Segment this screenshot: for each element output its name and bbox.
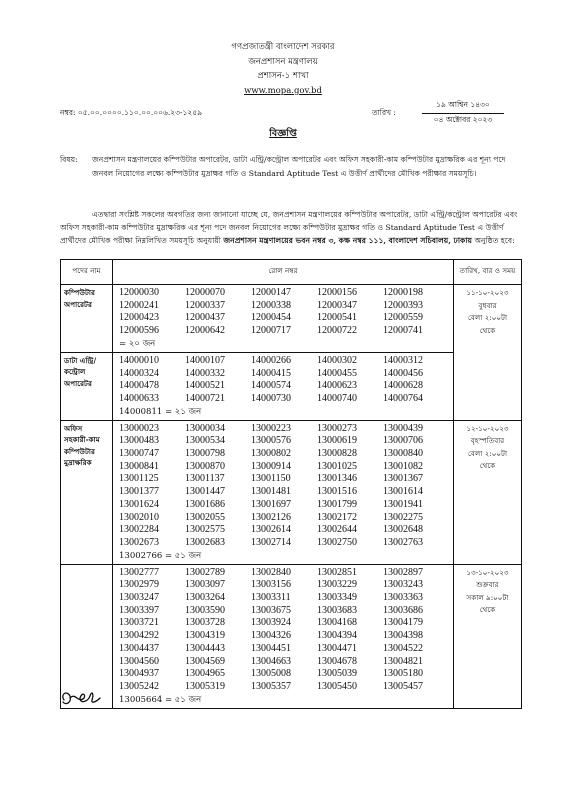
roll-row: [119, 499, 449, 512]
roll-number: 13004326: [251, 630, 291, 642]
schedule-time: বেলা ২:০০টা: [467, 448, 508, 458]
post-name: ডাটা এন্ট্রি/কন্ট্রোল অপারেটর: [61, 352, 113, 420]
roll-row: [119, 473, 449, 486]
schedule-group-row: [61, 420, 522, 564]
schedule-day: বুধবার: [478, 300, 497, 310]
roll-number: 12000596: [119, 325, 159, 337]
roll-number: 13000273: [317, 422, 357, 434]
roll-number: 13002648: [383, 524, 423, 536]
roll-number: 14000740: [317, 392, 357, 404]
roll-row: [119, 537, 449, 550]
roll-number: 14000107: [185, 354, 225, 366]
roll-number: 13003247: [119, 592, 159, 604]
schedule-d: ১৩-১০-২০২৩: [466, 567, 509, 577]
header-roll: রোল নম্বর: [113, 260, 454, 285]
govt-name: গণপ্রজাতন্ত্রী বাংলাদেশ সরকার: [231, 42, 335, 52]
roll-number: 13005319: [185, 680, 225, 692]
roll-number: 13004394: [317, 630, 357, 642]
body-tail: অনুষ্ঠিত হবে:: [472, 236, 515, 246]
roll-number: 13002575: [185, 524, 225, 536]
roll-number: 14000721: [185, 392, 225, 404]
roll-row: [119, 325, 449, 338]
roll-number: 12000337: [185, 299, 225, 311]
roll-number: 13001447: [185, 486, 225, 498]
subject-text: জনপ্রশাসন মন্ত্রণালয়ের কম্পিউটার অপারেটর, ডাটা এন্ট্রি/কন্ট্রোল অপারেটর এবং অফিস সহকারী-কাম কম্পিউটার মুদ্রাক্ষরিক এর শূন্য পদে জনবল নিয়োগের লক্ষ্যে কম্পিউটার মুদ্রাক্ষর গতি ও Standard Aptitude Test এ উত্তীর্ণ প্রার্থীদের মৌখিক পরীক্ষার সময়সূচি।: [92, 155, 506, 178]
roll-number: 13002897: [383, 566, 423, 578]
roll-number: 13003097: [185, 579, 225, 591]
roll-number: 12000437: [185, 312, 225, 324]
roll-number: 13001150: [251, 473, 291, 485]
roll-number: 13000828: [317, 448, 357, 460]
roll-number: 13003229: [317, 579, 357, 591]
roll-row: [119, 656, 449, 669]
roll-number: 12000030: [119, 287, 159, 298]
roll-number: 13003311: [251, 592, 291, 604]
roll-row: [119, 461, 449, 474]
schedule-date: [454, 285, 522, 421]
schedule-day: বৃহস্পতিবার: [470, 436, 505, 446]
roll-number: 13001624: [119, 498, 159, 510]
subject-label: বিষয়:: [60, 155, 78, 164]
roll-number: 13004569: [185, 655, 225, 667]
roll-number: 13001941: [383, 498, 423, 510]
roll-number: 14000332: [185, 367, 225, 379]
roll-number: 12000147: [251, 287, 291, 298]
roll-number: 13004443: [185, 642, 225, 654]
roll-number: 13003675: [251, 604, 291, 616]
roll-number: 13001082: [383, 460, 423, 472]
letterhead: [0, 40, 566, 98]
signature-icon: [58, 686, 108, 716]
roll-number: 13001481: [251, 486, 291, 498]
group-total: 13005664 = ৫১ জন: [119, 694, 202, 705]
roll-number: 12000454: [251, 312, 291, 324]
roll-row: [119, 380, 449, 393]
roll-number: 13000870: [185, 460, 225, 472]
roll-number: 13002683: [185, 536, 225, 548]
roll-row: [119, 605, 449, 618]
roll-number: 13005450: [317, 680, 357, 692]
roll-number: 14000623: [317, 380, 357, 392]
memo-number: নম্বর: ০৫.০০.০০০০.১১০.০০.০০৬.২৩-১২৫৯: [60, 108, 202, 117]
roll-number: 13001025: [317, 460, 357, 472]
subject: [60, 153, 520, 180]
roll-number: 13003721: [119, 617, 159, 629]
post-name: কম্পিউটার অপারেটর: [61, 285, 113, 353]
roll-number: 13004522: [383, 642, 423, 654]
roll-number: 13000798: [185, 448, 225, 460]
roll-numbers: [113, 564, 454, 708]
schedule-date: [454, 564, 522, 708]
roll-number: 13005008: [251, 668, 291, 680]
roll-number: 12000541: [317, 312, 357, 324]
roll-number: 12000338: [251, 299, 291, 311]
roll-number: 12000198: [383, 287, 423, 298]
roll-number: 13001367: [383, 473, 423, 485]
roll-row: [119, 287, 449, 300]
group-total: 14000811 = ২১ জন: [119, 406, 202, 417]
roll-number: 12000241: [119, 299, 159, 311]
roll-number: 13000706: [383, 435, 423, 447]
roll-number: 13003363: [383, 592, 423, 604]
roll-number: 13003397: [119, 604, 159, 616]
roll-number: 14000266: [251, 354, 291, 366]
roll-row: [119, 630, 449, 643]
group-total: 13002766 = ৫১ জন: [119, 550, 202, 561]
roll-number: 13004560: [119, 655, 159, 667]
roll-number: 12000722: [317, 325, 357, 337]
header-date: তারিখ, বার ও সময়: [454, 260, 522, 285]
roll-number: 13001697: [251, 498, 291, 510]
roll-number: 13001516: [317, 486, 357, 498]
table-header-row: [61, 260, 522, 285]
roll-number: 13000534: [185, 435, 225, 447]
roll-number: 13005457: [383, 680, 423, 692]
roll-number: 13004319: [185, 630, 225, 642]
roll-number: 13004168: [317, 617, 357, 629]
roll-row: [119, 643, 449, 656]
roll-number: 13000023: [119, 422, 159, 434]
roll-number: 13000802: [251, 448, 291, 460]
schedule-d: ১১-১০-২০২৩: [466, 288, 509, 297]
roll-number: 12000423: [119, 312, 159, 324]
roll-number: 13002851: [317, 566, 357, 578]
roll-row: [119, 524, 449, 537]
roll-number: 12000156: [317, 287, 357, 298]
roll-number: 13002714: [251, 536, 291, 548]
roll-number: 14000521: [185, 380, 225, 392]
roll-number: 13002055: [185, 511, 225, 523]
roll-number: 14000764: [383, 392, 423, 404]
schedule-from: থেকে: [479, 605, 496, 615]
roll-number: 13000619: [317, 435, 357, 447]
roll-number: 14000415: [251, 367, 291, 379]
roll-number: 12000347: [317, 299, 357, 311]
roll-number: 14000455: [317, 367, 357, 379]
roll-number: 14000478: [119, 380, 159, 392]
roll-number: 14000312: [383, 354, 423, 366]
roll-number: 12000559: [383, 312, 423, 324]
post-name: অফিস সহকারী-কাম কম্পিউটার মুদ্রাক্ষরিক: [61, 420, 113, 564]
roll-number: 13002172: [317, 511, 357, 523]
roll-number: 12000070: [185, 287, 225, 298]
roll-number: 13002644: [317, 524, 357, 536]
roll-row: [119, 567, 449, 580]
schedule-group-row: [61, 285, 522, 353]
roll-numbers: [113, 285, 454, 353]
roll-row: [119, 448, 449, 461]
notice-body: [60, 208, 520, 248]
roll-number: 13000841: [119, 460, 159, 472]
roll-row: [119, 435, 449, 448]
roll-number: 13004663: [251, 655, 291, 667]
roll-row: [119, 486, 449, 499]
roll-number: 13002789: [185, 566, 225, 578]
roll-number: 13004437: [119, 642, 159, 654]
roll-number: 13003728: [185, 617, 225, 629]
roll-number: 13005180: [383, 668, 423, 680]
roll-number: 14000302: [317, 354, 357, 366]
roll-number: 13001137: [185, 473, 225, 485]
roll-number: 13004965: [185, 668, 225, 680]
roll-number: 14000324: [119, 367, 159, 379]
group-total: = ২০ জন: [119, 338, 156, 349]
roll-number: 14000010: [119, 354, 159, 366]
schedule-day: শুক্রবার: [476, 580, 499, 590]
roll-number: 13002126: [251, 511, 291, 523]
roll-number: 14000574: [251, 380, 291, 392]
roll-number: 13001346: [317, 473, 357, 485]
schedule-time: বেলা ২:০০টা: [467, 313, 508, 322]
date-label: তারিখ :: [372, 108, 396, 117]
roll-number: 13000576: [251, 435, 291, 447]
venue: জনপ্রশাসন মন্ত্রণালয়ের ভবন নম্বর ৩, কক্ষ নম্বর ১১১, বাংলাদেশ সচিবালয়, ঢাকায়: [223, 236, 473, 246]
schedule-table: [60, 259, 522, 709]
roll-number: 13002673: [119, 536, 159, 548]
schedule-from: থেকে: [479, 325, 496, 335]
roll-number: 13005039: [317, 668, 357, 680]
roll-number: 13000483: [119, 435, 159, 447]
roll-number: 14000730: [251, 392, 291, 404]
schedule-d: ১২-১০-২০২৩: [466, 423, 509, 433]
roll-number: 13005357: [251, 680, 291, 692]
schedule-group-row: [61, 352, 522, 420]
roll-numbers: [113, 352, 454, 420]
roll-number: 13004292: [119, 630, 159, 642]
roll-number: 13003683: [317, 604, 357, 616]
roll-number: 13000439: [383, 422, 423, 434]
roll-number: 13001686: [185, 498, 225, 510]
ministry-name: জনপ্রশাসন মন্ত্রণালয়: [248, 56, 318, 67]
roll-number: 13004179: [383, 617, 423, 629]
schedule-group-row: [61, 564, 522, 708]
roll-number: 12000741: [383, 325, 423, 337]
roll-number: 13001377: [119, 486, 159, 498]
roll-number: 12000393: [383, 299, 423, 311]
roll-number: 13005242: [119, 680, 159, 692]
roll-number: 13002010: [119, 511, 159, 523]
roll-number: 13003264: [185, 592, 225, 604]
roll-row: [119, 512, 449, 525]
website-link[interactable]: www.mopa.gov.bd: [244, 85, 322, 96]
header-post: পদের নাম: [61, 260, 113, 285]
roll-number: 13004937: [119, 668, 159, 680]
roll-row: [119, 423, 449, 436]
roll-number: 13000914: [251, 460, 291, 472]
roll-row: [119, 300, 449, 313]
roll-number: 13003590: [185, 604, 225, 616]
roll-number: 13003686: [383, 604, 423, 616]
date-bangla: ১৯ আশ্বিন ১৪৩০: [422, 100, 504, 114]
schedule-from: থেকে: [479, 461, 496, 471]
roll-number: 12000642: [185, 325, 225, 337]
roll-number: 13004471: [317, 642, 357, 654]
roll-row: [119, 393, 449, 406]
roll-number: 13002840: [251, 566, 291, 578]
roll-number: 13004678: [317, 655, 357, 667]
roll-number: 13003156: [251, 579, 291, 591]
roll-row: [119, 312, 449, 325]
roll-number: 13002750: [317, 536, 357, 548]
roll-row: [119, 592, 449, 605]
roll-numbers: [113, 420, 454, 564]
notice-title: বিজ্ঞপ্তি: [269, 128, 297, 139]
roll-row: [119, 579, 449, 592]
roll-number: 13001614: [383, 486, 423, 498]
roll-row: [119, 681, 449, 694]
roll-number: 13002275: [383, 511, 423, 523]
schedule-date: [454, 420, 522, 564]
roll-number: 13002979: [119, 579, 159, 591]
body-text: এতদ্বারা সংশ্লিষ্ট সকলের অবগতির জন্য জানানো যাচ্ছে যে, জনপ্রশাসন মন্ত্রণালয়ের কম্পিউটার অপারেটর, ডাটা এন্ট্রি/কন্ট্রোল অপারেটর এবং অফিস সহকারী-কাম কম্পিউটার মুদ্রাক্ষরিক এর শূন্য পদে জনবল নিয়োগের লক্ষ্যে কম্পিউটার মুদ্রাক্ষর গতি ও Standard Aptitude Test এ উত্তীর্ণ প্রার্থীদের মৌখিক পরীক্ষা নিম্নলিখিত সময়সূচি অনুযায়ী: [60, 210, 518, 246]
roll-row: [119, 617, 449, 630]
roll-number: 13002777: [119, 566, 159, 578]
roll-number: 13001799: [317, 498, 357, 510]
roll-number: 13003924: [251, 617, 291, 629]
roll-number: 14000456: [383, 367, 423, 379]
roll-number: 13000034: [185, 422, 225, 434]
roll-number: 13004451: [251, 642, 291, 654]
date-gregorian: ০৪ অক্টোবর ২০২৩: [433, 115, 493, 124]
roll-number: 13004821: [383, 655, 423, 667]
roll-number: 12000717: [251, 325, 291, 337]
roll-number: 13000223: [251, 422, 291, 434]
roll-number: 14000633: [119, 392, 159, 404]
schedule-time: সকাল ৯:০০টা: [466, 592, 509, 602]
roll-number: 13003243: [383, 579, 423, 591]
roll-row: [119, 368, 449, 381]
roll-number: 13001125: [119, 473, 159, 485]
roll-number: 14000628: [383, 380, 423, 392]
roll-number: 13000747: [119, 448, 159, 460]
roll-number: 13002614: [251, 524, 291, 536]
roll-number: 13003349: [317, 592, 357, 604]
roll-row: [119, 355, 449, 368]
roll-number: 13000840: [383, 448, 423, 460]
section-name: প্রশাসন-১ শাখা: [257, 71, 309, 81]
roll-row: [119, 668, 449, 681]
roll-number: 13004398: [383, 630, 423, 642]
roll-number: 13002763: [383, 536, 423, 548]
roll-number: 13002284: [119, 524, 159, 536]
